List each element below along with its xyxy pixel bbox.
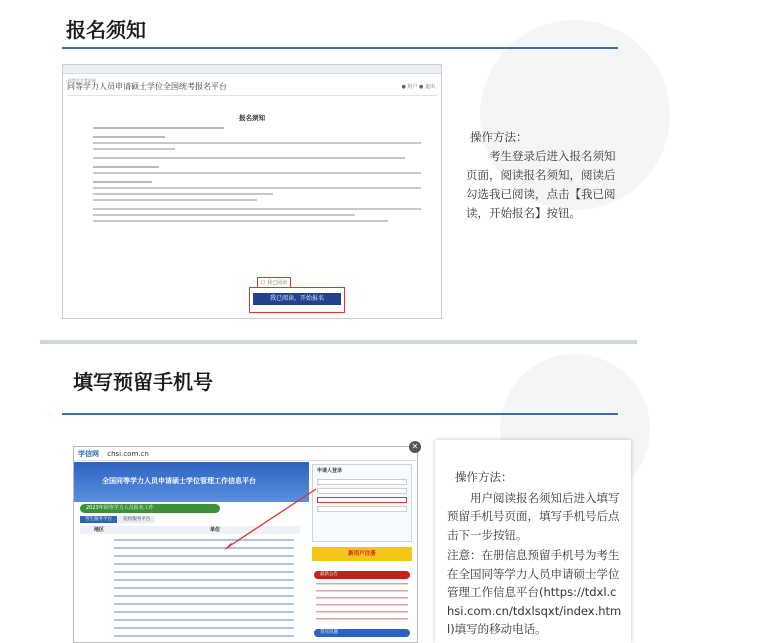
- captcha-input[interactable]: [317, 506, 407, 512]
- close-icon[interactable]: ✕: [409, 441, 421, 453]
- text-line: [93, 193, 273, 195]
- text-line: [93, 181, 152, 183]
- section-title: 报名须知: [66, 18, 146, 42]
- note-body: 考生登录后进入报名须知页面，阅读报名须知，阅读后勾选我已阅读，点击【我已阅读，开始报名】按钮。: [466, 149, 616, 220]
- tab-school[interactable]: 院校服务平台: [118, 516, 155, 523]
- note-phone: [447, 468, 623, 639]
- tab-student[interactable]: 考生服务平台: [80, 516, 117, 523]
- note-extra: 注意：在册信息预留手机号为考生在全国同等学力人员申请硕士学位管理工作信息平台(https://tdxl.chsi.com.cn/tdxlsqxt/index.html)填写的移动电话。: [447, 548, 622, 636]
- password-input[interactable]: [317, 488, 407, 494]
- doc-title: 报名须知: [239, 114, 265, 122]
- note-notice: [466, 128, 618, 223]
- tabs: [80, 516, 155, 522]
- note-body: 用户阅读报名须知后进入填写预留手机号页面，填写手机号后点击下一步按钮。: [447, 490, 620, 542]
- text-line: [93, 142, 421, 144]
- sub-banner: 2023年同等学力人员报名工作: [80, 504, 220, 513]
- screenshot-phone: [73, 442, 419, 643]
- phone-input[interactable]: [317, 497, 407, 503]
- announcement-list: [316, 583, 408, 623]
- note-card: [435, 440, 631, 643]
- checkbox-icon: ☐: [261, 280, 266, 286]
- header-unit: 单位: [210, 527, 221, 533]
- banner: 全国同等学力人员申请硕士学位管理工作信息平台: [74, 462, 309, 502]
- note-heading: 操作方法：: [455, 470, 513, 484]
- section-title: 填写预留手机号: [73, 370, 213, 394]
- faq-header[interactable]: 常见问题: [314, 629, 410, 637]
- text-line: [93, 166, 159, 168]
- register-button[interactable]: 新用户注册: [312, 547, 412, 561]
- title-rule: [62, 47, 618, 49]
- start-apply-button[interactable]: 我已阅读，开始报名: [253, 293, 341, 305]
- platform-title: 同等学力人员申请硕士学位全国统考报名平台: [67, 82, 227, 91]
- slide-phone: [40, 344, 637, 643]
- logout-icon: ●: [419, 84, 424, 90]
- slide-notice: [40, 0, 637, 340]
- doc-text-lines: [93, 127, 421, 222]
- user-links: [401, 83, 435, 90]
- screenshot-notice: [62, 64, 442, 319]
- text-line: [93, 187, 421, 189]
- text-line: [93, 136, 165, 138]
- text-line: [93, 172, 421, 174]
- divider: [67, 95, 437, 96]
- logout-link[interactable]: 退出: [424, 84, 435, 90]
- pointer-arrow: [224, 487, 319, 552]
- unit-list: [114, 539, 294, 639]
- login-title: 申请人登录: [317, 468, 343, 474]
- user-icon: ●: [401, 84, 406, 90]
- site-url: chsi.com.cn: [107, 450, 149, 458]
- header-region: 地区: [94, 527, 105, 533]
- text-line: [93, 220, 388, 222]
- title-rule: [62, 413, 618, 415]
- site-logo[interactable]: 学信网: [78, 450, 99, 458]
- account-input[interactable]: [317, 479, 407, 485]
- breadcrumb-bar: [63, 65, 441, 83]
- login-panel: [312, 464, 412, 542]
- text-line: [93, 214, 355, 216]
- site-header: [74, 447, 417, 461]
- text-line: [93, 199, 257, 201]
- announcement-header[interactable]: 最新公告: [314, 571, 410, 579]
- breadcrumb[interactable]: ›同等学力考试网: [66, 78, 96, 83]
- text-line: [93, 208, 421, 210]
- agree-label: 我已阅读: [267, 280, 288, 286]
- text-line: [93, 157, 405, 159]
- user-link[interactable]: 用户: [407, 84, 418, 90]
- text-line: [93, 148, 175, 150]
- text-line: [93, 127, 224, 129]
- note-heading: 操作方法：: [470, 130, 528, 144]
- agree-checkbox[interactable]: [257, 277, 291, 288]
